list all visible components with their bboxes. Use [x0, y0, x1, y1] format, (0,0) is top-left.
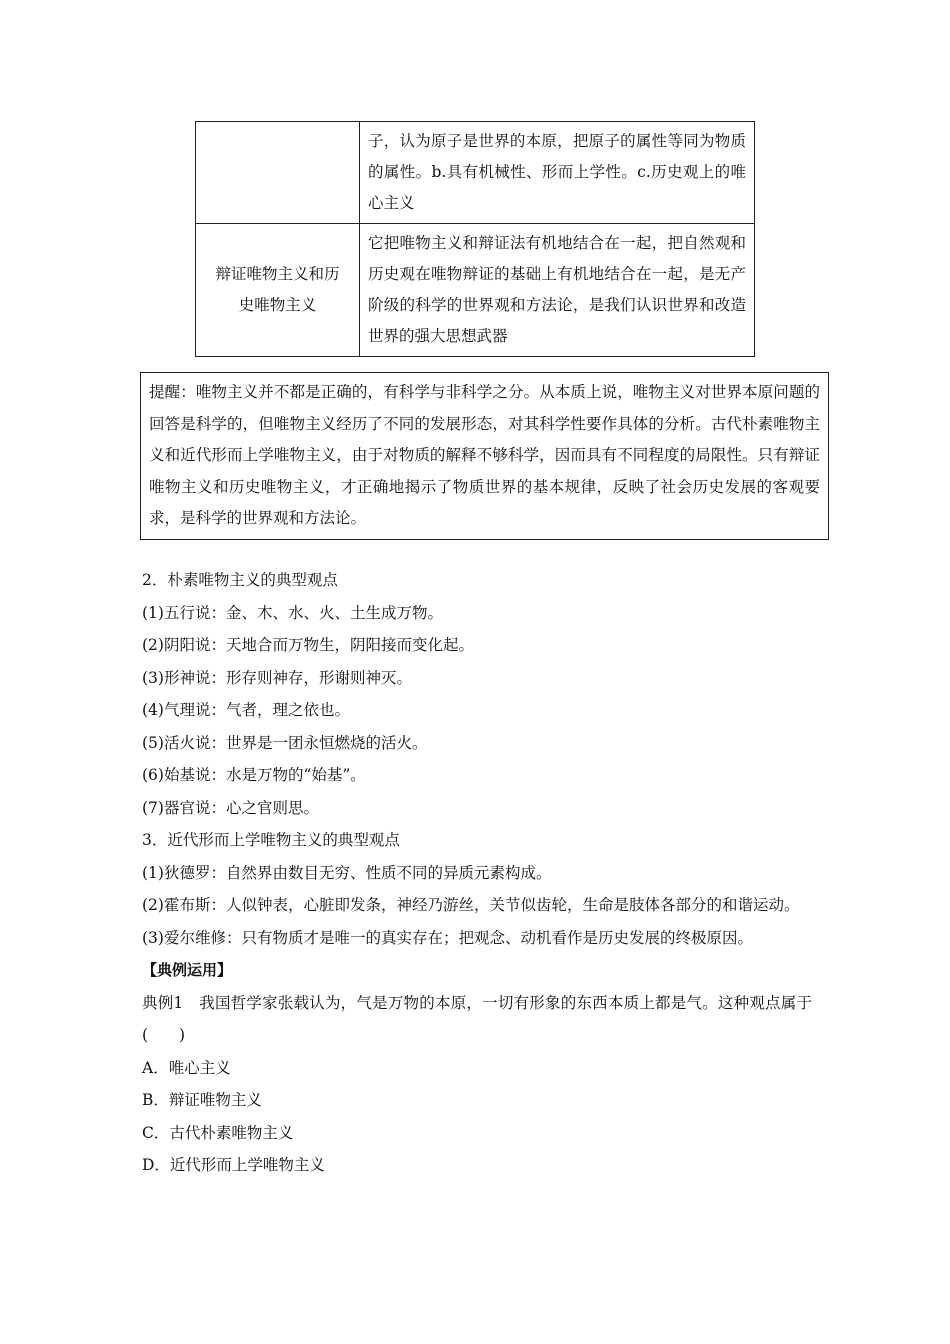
materialism-comparison-table	[195, 121, 755, 357]
list-item: (1)狄德罗：自然界由数目无穷、性质不同的异质元素构成。	[142, 863, 552, 882]
list-item: (7)器官说：心之官则思。	[142, 798, 319, 817]
section-heading: 2．朴素唯物主义的典型观点	[142, 571, 338, 589]
answer-option: C．古代朴素唯物主义	[142, 1123, 294, 1142]
table-cell-type	[196, 122, 360, 224]
table-row	[196, 224, 755, 357]
table-row	[196, 122, 755, 224]
answer-option: A．唯心主义	[142, 1058, 231, 1077]
section-heading: 3．近代形而上学唯物主义的典型观点	[142, 831, 400, 849]
table-cell-description: 它把唯物主义和辩证法有机地结合在一起，把自然观和历史观在唯物辩证的基础上有机地结合在一起，是无产阶级的科学的世界观和方法论，是我们认识世界和改造世界的强大思想武器	[360, 224, 755, 357]
list-item: (6)始基说：水是万物的“始基”。	[142, 766, 366, 784]
list-item: (3)形神说：形存则神存，形谢则神灭。	[142, 668, 412, 687]
list-item: (5)活火说：世界是一团永恒燃烧的活火。	[142, 733, 428, 752]
main-content	[142, 564, 812, 1182]
table-cell-description: 子，认为原子是世界的本原，把原子的属性等同为物质的属性。b.具有机械性、形而上学性。c.历史观上的唯心主义	[360, 122, 755, 224]
list-item: (2)霍布斯：人似钟表，心脏即发条，神经乃游丝，关节似齿轮，生命是肢体各部分的和谐运动。	[142, 896, 800, 914]
table-cell-type: 辩证唯物主义和历史唯物主义	[196, 224, 360, 357]
list-item: (1)五行说：金、木、水、火、土生成万物。	[142, 603, 443, 622]
answer-option: D．近代形而上学唯物主义	[142, 1156, 325, 1174]
list-item: (3)爱尔维修：只有物质才是唯一的真实存在；把观念、动机看作是历史发展的终极原因。	[142, 928, 753, 947]
reminder-box: 提醒：唯物主义并不都是正确的，有科学与非科学之分。从本质上说，唯物主义对世界本原问题的回答是科学的，但唯物主义经历了不同的发展形态，对其科学性要作具体的分析。古代朴素唯物主义和近代形而上学唯物主义，由于对物质的解释不够科学，因而具有不同程度的局限性。只有辩证唯物主义和历史唯物主义，才正确地揭示了物质世界的基本规律，反映了社会历史发展的客观要求，是科学的世界观和方法论。	[140, 372, 829, 540]
answer-option: B．辩证唯物主义	[142, 1091, 262, 1109]
list-item: (2)阴阳说：天地合而万物生，阴阳接而变化起。	[142, 636, 474, 654]
example-section-label: 【典例运用】	[142, 961, 233, 979]
list-item: (4)气理说：气者，理之依也。	[142, 701, 350, 719]
example-question: 典例1 我国哲学家张载认为，气是万物的本原，一切有形象的东西本质上都是气。这种观点属于( )	[142, 993, 812, 1044]
